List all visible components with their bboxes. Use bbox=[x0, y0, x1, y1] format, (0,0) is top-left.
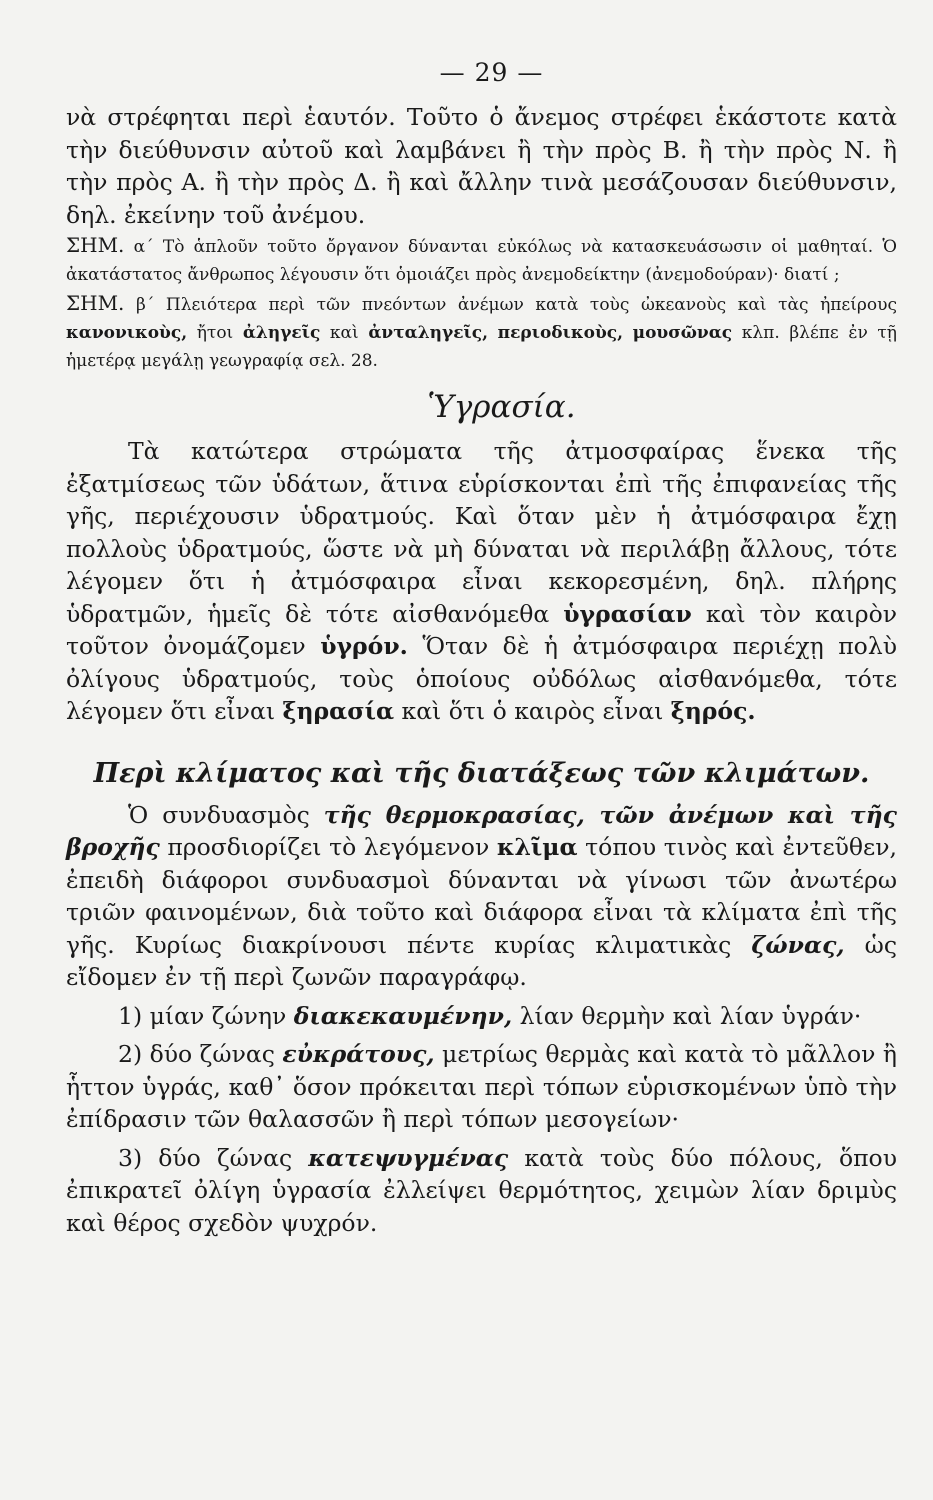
list-item: 2) δύο ζώνας εὐκράτους, μετρίως θερμὰς καὶ κατὰ τὸ μᾶλλον ἢ ἧττον ὑγράς, καθ᾽ ὅσον πρόκειται περὶ τόπων εὑρισκομένων ὑπὸ τὴν ἐπίδρασιν τῶν θαλασσῶν ἢ περὶ τόπων μεσογείων· bbox=[66, 1040, 897, 1133]
section-title-climate: Περὶ κλίματος καὶ τῆς διατάξεως τῶν κλιμάτων. bbox=[93, 757, 870, 789]
list-number: 3) bbox=[118, 1143, 143, 1172]
note-1 bbox=[66, 231, 897, 289]
term-temperate-zones: εὐκράτους, bbox=[282, 1040, 435, 1068]
term-dry: ξηρός. bbox=[670, 697, 756, 725]
term-humidity: ὑγρασίαν bbox=[563, 599, 692, 628]
paragraph-humidity: Τὰ κατώτερα στρώματα τῆς ἀτμοσφαίρας ἕνεκα τῆς ἐξατμίσεως τῶν ὑδάτων, ἅτινα εὑρίσκονται ἐπὶ τῆς ἐπιφανείας τῆς γῆς, περιέχουσιν ὑδρατμούς. Καὶ ὅταν μὲν ἡ ἀτμόσφαιρα ἔχῃ πολλοὺς ὑδρατμούς, ὥστε νὰ μὴ δύναται νὰ περιλάβῃ ἄλλους, τότε λέγομεν ὅτι ἡ ἀτμόσφαιρα εἶναι κεκορεσμένη, δηλ. πλήρης ὑδρατμῶν, ἡμεῖς δὲ τότε αἰσθανόμεθα ὑγρασίαν καὶ τὸν καιρὸν τοῦτον ὀνομάζομεν ὑγρόν. Ὅταν δὲ ἡ ἀτμόσφαιρα περιέχῃ πολὺ ὀλίγους ὑδρατμούς, τοὺς ὁποίους οὐδόλως αἰσθανόμεθα, τότε λέγομεν ὅτι εἶναι ξηρασία καὶ ὅτι ὁ καιρὸς εἶναι ξηρός. bbox=[66, 437, 898, 725]
term-zones: ζώνας, bbox=[751, 930, 845, 959]
note-1-text: α΄ Τὸ ἁπλοῦν τοῦτο ὄργανον δύνανται εὐκόλως νὰ κατασκευάσωσιν οἱ μαθηταί. Ὁ ἀκατάστατος ἄνθρωπος λέγουσιν ὅτι ὁμοιάζει πρὸς ἀνεμοδείκτην (ἀνεμοδούραν)· διατί ; bbox=[66, 237, 897, 285]
note-2-label: ΣΗΜ. bbox=[66, 291, 125, 315]
page-number: — 29 — bbox=[439, 58, 544, 87]
term-regular-winds: κανονικοὺς, bbox=[66, 323, 188, 343]
note-2: ΣΗΜ. β΄ Πλειότερα περὶ τῶν πνεόντων ἀνέμων κατὰ τοὺς ὠκεανοὺς καὶ τὰς ἠπείρους κανονικοὺς, ἤτοι ἀληγεῖς καὶ ἀνταληγεῖς, περιοδικοὺς, μουσῶνας κλπ. βλέπε ἐν τῇ ἡμετέρᾳ μεγάλῃ γεωγραφίᾳ σελ. 28. bbox=[66, 291, 897, 371]
term-trade-winds: ἀληγεῖς bbox=[242, 323, 321, 343]
paragraph-anemometer: νὰ στρέφηται περὶ ἑαυτόν. Τοῦτο ὁ ἄνεμος στρέφει ἑκάστοτε κατὰ τὴν διεύθυνσιν αὐτοῦ καὶ λαμβάνει ἢ τὴν πρὸς Β. ἢ τὴν πρὸς Ν. ἢ τὴν πρὸς Α. ἢ τὴν πρὸς Δ. ἢ καὶ ἄλλην τινὰ μεσάζουσαν διεύθυνσιν, δηλ. ἐκείνην τοῦ ἀνέμου. bbox=[66, 103, 897, 229]
term-humid: ὑγρόν. bbox=[320, 632, 408, 660]
term-climate: κλῖμα bbox=[496, 833, 578, 861]
list-item: 1) μίαν ζώνην διακεκαυμένην, λίαν θερμὴν καὶ λίαν ὑγράν· bbox=[118, 1001, 862, 1030]
term-dryness: ξηρασία bbox=[282, 697, 395, 725]
term-anti-trade-winds: ἀνταληγεῖς, bbox=[368, 323, 489, 343]
term-periodic-winds: περιοδικοὺς, bbox=[497, 323, 624, 343]
list-number: 1) bbox=[118, 1001, 143, 1030]
term-climate-factors: τῆς θερμοκρασίας, τῶν ἀνέμων καὶ τῆς βροχῆς bbox=[66, 800, 897, 861]
list-item: 3) δύο ζώνας κατεψυγμένας κατὰ τοὺς δύο πόλους, ὅπου ἐπικρατεῖ ὀλίγη ὑγρασία ἐλλείψει θερμότητος, χειμὼν λίαν δριμὺς καὶ θέρος σχεδὸν ψυχρόν. bbox=[66, 1143, 897, 1237]
term-monsoons: μουσῶνας bbox=[632, 323, 733, 343]
note-1-label: ΣΗΜ. bbox=[66, 233, 125, 257]
section-title-humidity: Ὑγρασία. bbox=[427, 389, 576, 425]
term-frigid-zones: κατεψυγμένας bbox=[308, 1143, 509, 1172]
list-number: 2) bbox=[118, 1040, 143, 1068]
paragraph-climate: Ὁ συνδυασμὸς τῆς θερμοκρασίας, τῶν ἀνέμων καὶ τῆς βροχῆς προσδιορίζει τὸ λεγόμενον κλῖμα τόπου τινὸς καὶ ἐντεῦθεν, ἐπειδὴ διάφοροι συνδυασμοὶ δύνανται νὰ γίνωσι τῶν ἀνωτέρω τριῶν φαινομένων, διὰ τοῦτο καὶ διάφορα εἶναι τὰ κλίματα ἐπὶ τῆς γῆς. Κυρίως διακρίνουσι πέντε κυρίας κλιματικὰς ζώνας, ὡς εἴδομεν ἐν τῇ περὶ ζωνῶν παραγράφῳ. bbox=[66, 800, 897, 991]
term-torrid-zone: διακεκαυμένην, bbox=[293, 1001, 513, 1030]
